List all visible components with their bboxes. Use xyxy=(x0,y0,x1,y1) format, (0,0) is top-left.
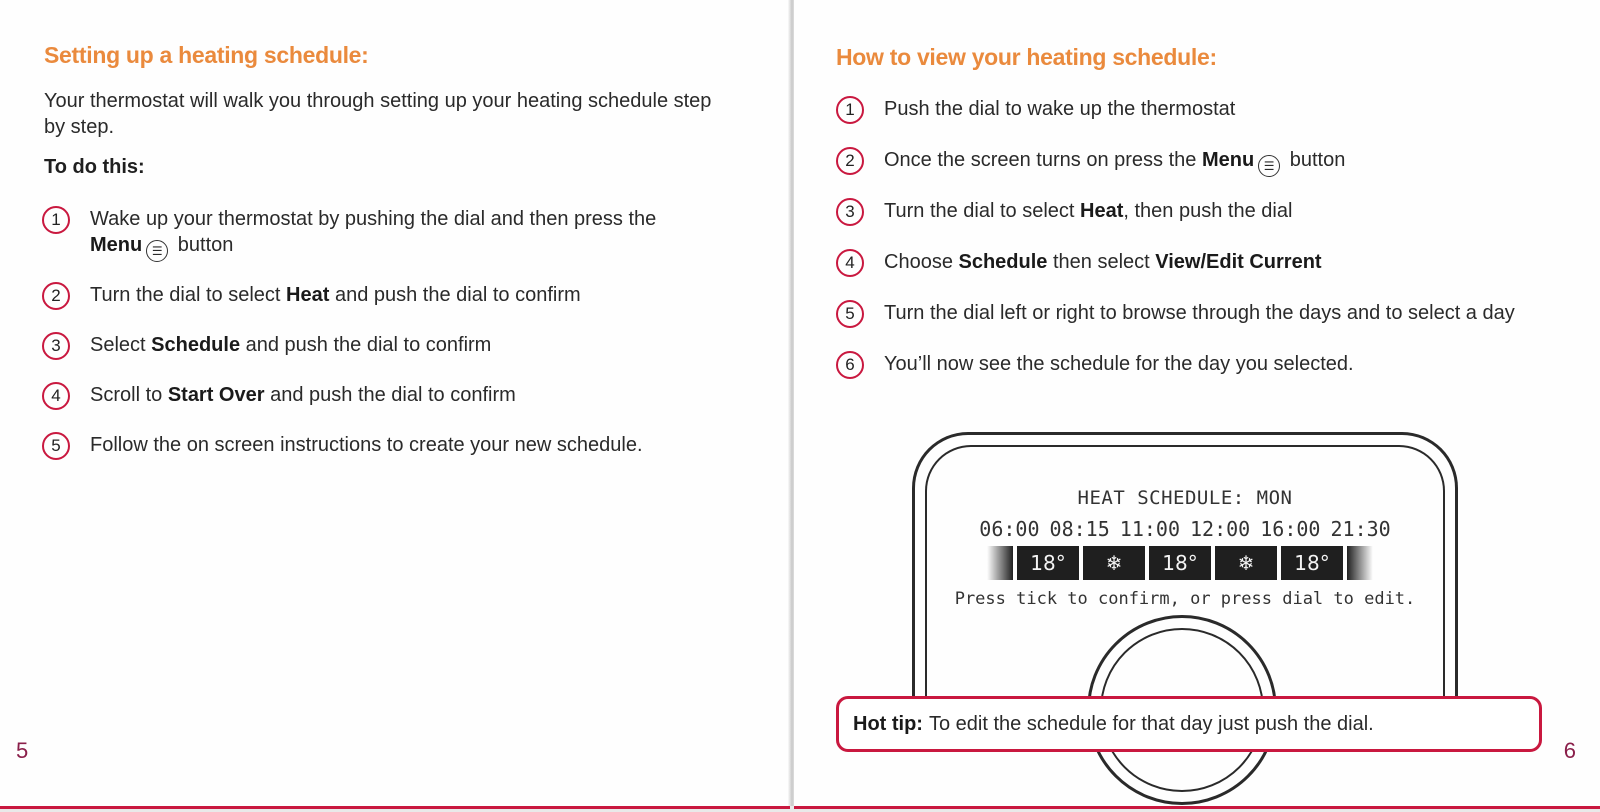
step-number: 5 xyxy=(42,432,70,460)
temp-block: 18° xyxy=(1149,546,1211,580)
step-text: Turn the dial left or right to browse through the days and to select a day xyxy=(884,302,1515,324)
step-text: Select Schedule and push the dial to confirm xyxy=(90,334,492,356)
right-step-4 xyxy=(836,249,1322,277)
step-text: Turn the dial to select Heat and push the dial to confirm xyxy=(90,284,581,306)
page-number-left: 5 xyxy=(16,738,29,763)
left-step-4 xyxy=(42,382,516,410)
snowflake-icon: ❄ xyxy=(1083,546,1145,580)
left-step-1 xyxy=(42,206,690,262)
step-number: 4 xyxy=(42,382,70,410)
right-step-1 xyxy=(836,96,1235,124)
right-step-6 xyxy=(836,351,1354,379)
hot-tip-box xyxy=(836,696,1542,752)
left-step-5 xyxy=(42,432,643,460)
screen-title: HEAT SCHEDULE: MON xyxy=(1077,487,1293,509)
intro-text: Your thermostat will walk you through setting up your heating schedule step by step. xyxy=(44,90,712,138)
schedule-edge-left xyxy=(987,546,1013,580)
left-step-3 xyxy=(42,332,491,360)
menu-icon: ☰ xyxy=(146,240,168,262)
step-text: Follow the on screen instructions to create your new schedule. xyxy=(90,434,643,456)
hot-tip-label: Hot tip: xyxy=(853,712,923,735)
step-text: You’ll now see the schedule for the day you selected. xyxy=(884,353,1354,375)
schedule-blocks xyxy=(987,546,1373,580)
schedule-times: 06:00 08:15 11:00 12:00 16:00 21:30 xyxy=(979,517,1391,541)
step-number: 5 xyxy=(836,300,864,328)
step-number: 2 xyxy=(42,282,70,310)
temp-block: 18° xyxy=(1281,546,1343,580)
left-step-2 xyxy=(42,282,581,310)
step-number: 6 xyxy=(836,351,864,379)
step-number: 3 xyxy=(42,332,70,360)
step-number: 2 xyxy=(836,147,864,175)
step-number: 1 xyxy=(42,206,70,234)
left-heading: Setting up a heating schedule: xyxy=(44,42,369,68)
snowflake-icon: ❄ xyxy=(1215,546,1277,580)
left-page xyxy=(0,0,790,809)
hot-tip-text: To edit the schedule for that day just push the dial. xyxy=(928,712,1374,735)
step-text: Once the screen turns on press the Menu ☰ button xyxy=(884,147,1345,177)
todo-label: To do this: xyxy=(44,156,145,178)
schedule-edge-right xyxy=(1347,546,1373,580)
step-text: Wake up your thermostat by pushing the dial and then press the Menu ☰ button xyxy=(90,206,690,262)
right-step-3 xyxy=(836,198,1292,226)
temp-block: 18° xyxy=(1017,546,1079,580)
menu-icon: ☰ xyxy=(1258,155,1280,177)
step-text: Scroll to Start Over and push the dial to confirm xyxy=(90,384,516,406)
step-text: Push the dial to wake up the thermostat xyxy=(884,98,1236,120)
step-number: 4 xyxy=(836,249,864,277)
right-heading: How to view your heating schedule: xyxy=(836,44,1217,70)
page-number-right: 6 xyxy=(1563,738,1576,763)
step-text: Turn the dial to select Heat, then push the dial xyxy=(884,200,1293,222)
right-step-5 xyxy=(836,300,1564,328)
step-number: 1 xyxy=(836,96,864,124)
step-text: Choose Schedule then select View/Edit Current xyxy=(884,251,1322,273)
step-number: 3 xyxy=(836,198,864,226)
right-step-2 xyxy=(836,147,1345,177)
screen-instruction: Press tick to confirm, or press dial to edit. xyxy=(954,589,1416,609)
thermostat-illustration xyxy=(912,432,1458,702)
